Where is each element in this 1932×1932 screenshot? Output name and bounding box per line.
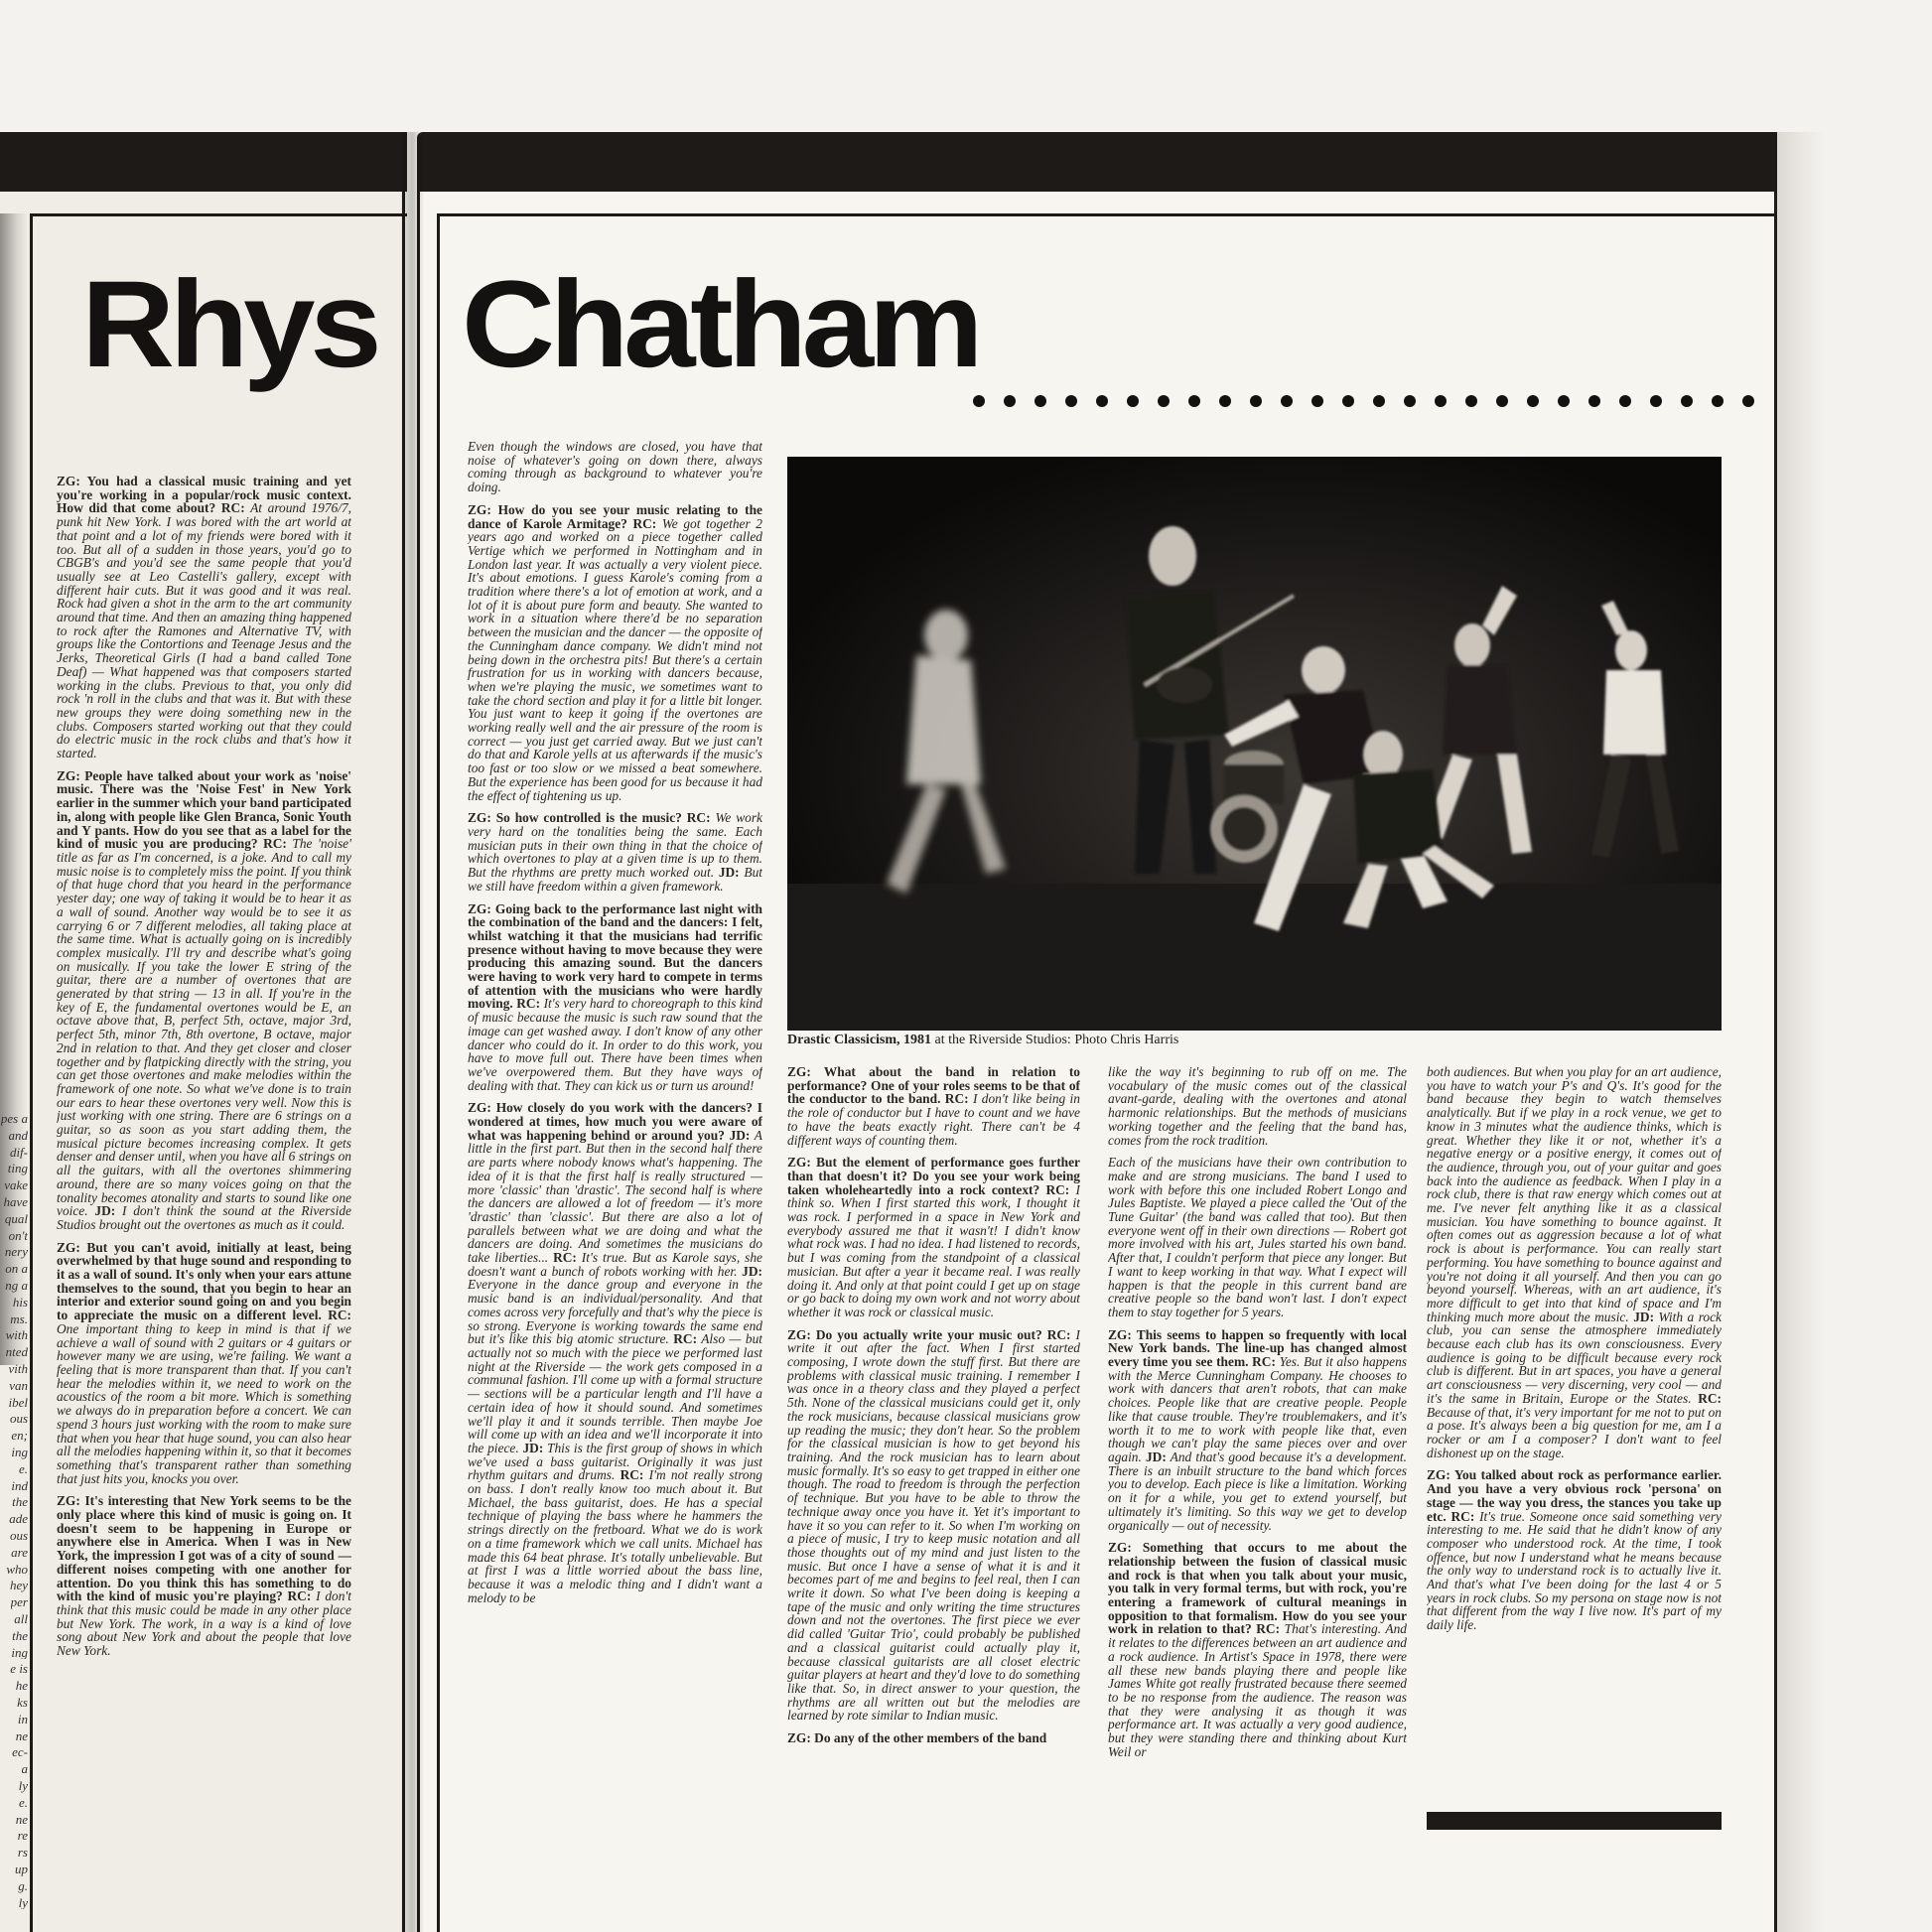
interview-answer: At around 1976/7, punk hit New York. I was bored with the art world at that point and a lot of my friends were bored with it too. But all of a sudden in those years, you'd go to CBGB's and you'd see the same people that you'd usually see at Leo Castelli's gallery, except with different hair cuts. But it was good and it was real. Rock had given a shot in the arm to the art community around that time. And then an amazing thing happened to rock after the Ramones and Alternative TV, with groups like the Contortions and Teenage Jesus and the Jerks, Theoretical Girls (I had a band called Tone Deaf) — What happened was that composers started working in the clubs. Previous to that, you only did rock 'n roll in the clubs and that was it. But with these new groups they were doing something new in the clubs. Composers started working out that they could do electric music in the rock clubs and that's how it started. bbox=[57, 500, 351, 761]
gutter-fragment: ne bbox=[15, 1812, 28, 1827]
gutter-fragment: who bbox=[6, 1562, 28, 1577]
gutter-fragment: ks bbox=[17, 1696, 28, 1710]
column-1 bbox=[57, 475, 351, 1932]
column-5 bbox=[1427, 1065, 1722, 1800]
interview-answer: We work very hard on the tonalities being the same. Each musician puts in their own thing in that the choice of which overtones to play at a given time is up to them. But the rhythms are pretty much worked out. bbox=[468, 810, 762, 881]
photo-caption bbox=[787, 1031, 1722, 1050]
speaker-label: RC: bbox=[328, 1308, 351, 1323]
gutter-fragment: are bbox=[11, 1545, 28, 1560]
interview-answer: Also — but actually not so much with the piece we performed last night at the Riverside — the work gets composed in a communal fashion. I'll come up with a formal structure — sections will be a particular length and I'll have a certain idea of how it should sound. And sometimes we'll play it and it sounds terrible. Then maybe Joe will come up with an idea and we'll incorporate it into the piece. bbox=[468, 1331, 762, 1455]
rule-dot bbox=[1311, 395, 1323, 407]
left-gutter-text bbox=[0, 1112, 28, 1926]
gutter-fragment: the bbox=[12, 1628, 28, 1643]
interview-block bbox=[787, 1156, 1080, 1318]
interview-question: ZG: Do any of the other members of the band bbox=[787, 1730, 1047, 1746]
interview-answer: Everyone in the dance group and everyone in the music band is an individual/personality. And that comes across very forcefully and that's why the piece is so strong. Everyone is working towards the same end but it's like this big atomic structure. bbox=[468, 1277, 762, 1347]
article-end-bar bbox=[1427, 1812, 1722, 1830]
interview-block bbox=[468, 811, 762, 893]
speaker-label: JD: bbox=[1633, 1309, 1655, 1324]
rule-dot bbox=[1281, 395, 1293, 407]
interview-block bbox=[1108, 1541, 1407, 1758]
interview-answer: It's true. But as Karole says, she doesn't want a bunch of robots working with her. bbox=[468, 1250, 762, 1279]
gutter-fragment: ng a bbox=[5, 1279, 28, 1293]
headline-rhys: Rhys bbox=[81, 256, 377, 393]
headline-chatham: Chatham bbox=[462, 256, 979, 393]
speaker-label: RC: bbox=[1698, 1390, 1722, 1406]
interview-block bbox=[468, 902, 762, 1093]
rule-dot bbox=[1035, 395, 1046, 407]
interview-question: ZG: Going back to the performance last night with the combination of the band and the dancers: I felt, whilst watching it that the musicians had terrific presence without having to move because they were producing this amazing sound. But the dancers were having to work very hard to compete in terms of attention with the musicians who were hardly moving. bbox=[468, 900, 762, 1012]
speaker-label: RC: bbox=[263, 836, 287, 852]
gutter-fragment: g. bbox=[18, 1878, 28, 1893]
gutter-fragment: the bbox=[12, 1495, 28, 1510]
speaker-label: RC: bbox=[516, 996, 541, 1012]
interview-answer: One important thing to keep in mind is that if we achieve a wall of sound with 2 guitars or 4 guitars or however many we are using, we're failing. We want a feeling that is more transparent than that. If you can't hear the melodies within it, we need to work on the acoustics of the room a bit more. Which is something we always do in preparation before a concert. We can spend 3 hours just working with the room to make sure that when you hear that huge sound, you can also hear all the melodies happening within it, so that it becomes something that's transparent rather than something that just hits you, knocks you over. bbox=[57, 1320, 351, 1486]
speaker-label: JD: bbox=[1145, 1449, 1167, 1464]
gutter-fragment: qual bbox=[4, 1211, 28, 1226]
performance-photo bbox=[787, 457, 1722, 1031]
gutter-fragment: vake bbox=[4, 1178, 28, 1192]
speaker-label: RC: bbox=[620, 1467, 644, 1483]
speaker-label: RC: bbox=[1252, 1354, 1276, 1370]
gutter-fragment: ous bbox=[9, 1529, 28, 1543]
interview-block bbox=[57, 475, 351, 760]
gutter-fragment: per bbox=[10, 1595, 28, 1609]
speaker-label: JD: bbox=[742, 1263, 762, 1279]
interview-answer: like the way it's beginning to rub off on me. The vocabulary of the music comes out of the classical avant-garde, dealing with the overtones and atonal harmonic relationships. But the methods of musicians working together and the feeling that the band has, comes from the rock tradition. bbox=[1108, 1065, 1407, 1148]
gutter-fragment: in bbox=[17, 1712, 28, 1726]
gutter-fragment: pes a bbox=[0, 1112, 28, 1126]
rule-dot bbox=[1404, 395, 1416, 407]
gutter-fragment: hey bbox=[9, 1579, 28, 1593]
gutter-fragment: with bbox=[5, 1328, 28, 1343]
interview-block bbox=[468, 1101, 762, 1604]
speaker-label: JD: bbox=[729, 1127, 751, 1143]
speaker-label: RC: bbox=[1450, 1508, 1475, 1524]
interview-answer: Even though the windows are closed, you have that noise of whatever's going on down there, always coming through as background to whatever you're doing. bbox=[468, 440, 762, 495]
rule-dot bbox=[1742, 395, 1754, 407]
gutter-fragment: up bbox=[15, 1863, 28, 1876]
dancers-image bbox=[787, 457, 1722, 1031]
interview-answer: I don't like being in the role of conductor but I have to count and we have to have the beats exactly right. There can't be 4 different ways of counting them. bbox=[787, 1091, 1080, 1148]
gutter-fragment: rs bbox=[17, 1846, 28, 1860]
rule-dot bbox=[1065, 395, 1077, 407]
interview-question: ZG: Do you actually write your music out? bbox=[787, 1326, 1042, 1342]
gutter-fragment: a bbox=[21, 1762, 28, 1776]
interview-block bbox=[57, 1494, 351, 1657]
left-frame-top bbox=[30, 213, 407, 216]
interview-question: ZG: How closely do you work with the dancers? I wondered at times, how much you were aware of what was happening behind or around you? bbox=[468, 1100, 762, 1143]
interview-block bbox=[1108, 1065, 1407, 1147]
rule-dot bbox=[1558, 395, 1570, 407]
interview-block bbox=[1108, 1328, 1407, 1533]
speaker-label: RC: bbox=[1256, 1621, 1281, 1637]
gutter-fragment: ting bbox=[7, 1162, 28, 1176]
interview-block bbox=[787, 1731, 1080, 1745]
gutter-fragment: van bbox=[9, 1378, 28, 1393]
speaker-label: JD: bbox=[718, 865, 740, 881]
interview-block bbox=[57, 769, 351, 1232]
right-top-bar bbox=[417, 132, 1777, 192]
speaker-label: RC: bbox=[220, 500, 245, 516]
gutter-fragment: ec- bbox=[12, 1745, 28, 1760]
interview-question: ZG: Something that occurs to me about the relationship between the fusion of classical music and rock is that when you talk about your music, you talk in very formal terms, but with rock, you're entering a framework of cultural meanings in opposition to that formalism. How do you see your work in relation to that? bbox=[1108, 1540, 1407, 1637]
spine-shadow bbox=[401, 132, 423, 1932]
interview-question: ZG: This seems to happen so frequently with local New York bands. The line-up has changed almost every time you see them. bbox=[1108, 1326, 1407, 1370]
dotted-rule bbox=[973, 387, 1777, 415]
interview-block bbox=[787, 1328, 1080, 1723]
caption-credit: at the Riverside Studios: Photo Chris Harris bbox=[931, 1033, 1179, 1047]
interview-answer: The 'noise' title as far as I'm concerned, is a joke. And to call my music noise is to completely miss the point. If you think of that huge chord that you heard in the performance yester day; one way of taking it would be to hear it as a wall of sound. Another way would be to see it as carrying 6 or 7 different melodies, all taking place at the same time. What is actually going on is incredibly complex musically. I'll try and describe what's going on musically. If you take the lower E string of the guitar, there are a number of overtones that are generated by that string — 13 in all. If you're in the key of E, the fundamental overtones would be E, an octave above that, B, perfect 5th, octave, major 3rd, perfect 5th, minor 7th, 8th overtone, B octave, major 2nd in relation to that. And they get closer and closer together and by flatpicking directly with the string, you can get those overtones and make melodies within the framework of one note. So what we've done is to train our ears to hear these overtones very well. Now this is just working with one string. There are 6 strings on a guitar, so as soon as you start adding them, the musical picture becomes increasing complex. It gets denser and denser until, when you have all 6 strings on all the guitars, with all the overtones shimmering around, there are so many voices going on that the tonality becomes atonality and starts to sound like one voice. bbox=[57, 836, 351, 1219]
interview-block bbox=[1108, 1156, 1407, 1318]
gutter-fragment: ous bbox=[9, 1412, 28, 1427]
gutter-fragment: nted bbox=[5, 1345, 28, 1359]
interview-answer: I don't think the sound at the Riverside Studios brought out the overtones as much as it could. bbox=[57, 1203, 351, 1232]
interview-question: ZG: You talked about rock as performance earlier. And you have a very obvious rock 'persona' on stage — the way you dress, the stances you take up etc. bbox=[1427, 1467, 1722, 1524]
speaker-label: RC: bbox=[632, 515, 657, 531]
rule-dot bbox=[1219, 395, 1231, 407]
interview-question: ZG: But the element of performance goes further than that doesn't it? Do you see your work being taken wholeheartedly into a rock context? bbox=[787, 1155, 1080, 1197]
rule-dot bbox=[1127, 395, 1139, 407]
gutter-fragment: e. bbox=[18, 1795, 28, 1810]
gutter-fragment: ibel bbox=[8, 1395, 28, 1410]
gutter-fragment: e. bbox=[18, 1461, 28, 1476]
rule-dot bbox=[1712, 395, 1724, 407]
interview-answer: With a rock club, you can sense the atmosphere immediately because each club has its own consciousness. Every audience is going to be difficult because every rock club is different. But in art spaces, you have a general art consciousness — very discerning, very cool — and it's the same in Britain, Europe or the States. bbox=[1427, 1309, 1722, 1406]
gutter-fragment: his bbox=[12, 1295, 28, 1310]
gutter-fragment: re bbox=[17, 1829, 28, 1844]
interview-answer: I think so. When I first started this work, I thought it was rock. I performed in a space in New York and everybody assured me that it wasn't! I didn't know what rock was. I had no idea. I had listened to records, but I was coming from the standpoint of a classical musician. But after a year it became real. I was really doing it. And only at that point could I get up on stage or go back to doing my own work and not worry about whether it was rock or classical music. bbox=[787, 1181, 1080, 1319]
interview-answer: It's very hard to choreograph to this kind of music because the music is such raw sound that the image can get washed away. I don't know of any other dancer who could do it. In order to do this work, you have to move full out. There have been times when we've overpowered them. But they have ways of dealing with that. They can kick us or turn us around! bbox=[468, 996, 762, 1093]
rule-dot bbox=[1158, 395, 1170, 407]
speaker-label: JD: bbox=[94, 1203, 116, 1219]
gutter-fragment: nery bbox=[4, 1245, 28, 1260]
gutter-fragment: e is bbox=[10, 1662, 28, 1677]
rule-dot bbox=[973, 395, 985, 407]
interview-question: ZG: You had a classical music training and yet you're working in a popular/rock music context. How did that come about? bbox=[57, 475, 351, 516]
gutter-fragment: ly bbox=[18, 1779, 28, 1793]
gutter-fragment: ms. bbox=[10, 1311, 28, 1326]
speaker-label: RC: bbox=[673, 1331, 698, 1347]
speaker-label: RC: bbox=[944, 1091, 969, 1107]
gutter-fragment: ind bbox=[11, 1478, 28, 1493]
interview-answer: I'm not really strong on bass. I don't really know too much about it. But Michael, the bass guitarist, does. He has a special technique of playing the bass where he hammers the strings directly on the fretboard. What we do is work on a time framework which we call units. Michael has made this 64 beat phrase. It's totally unbelievable. But at first I was a little worried about the bass line, because it was a melodic thing and I didn't want a melody to be bbox=[468, 1467, 762, 1605]
gutter-fragment: all bbox=[14, 1612, 28, 1626]
interview-answer: I write it out after the fact. When I first started composing, I wrote down the stuff first. But there are problems with classical music training. I remember I was once in a theory class and they played a perfect 5th. None of the classical musicians could get it, only the rock musicians, because classical musicians grow up reading the music; they don't hear. So the problem for the classical musician is how to get beyond his training. And the rock musician has to learn about music formally. It's so easy to get trapped in either one though. The road to freedom is through the perfection of technique. But you have to be able to throw the technique away once you have it. Yet it's important to have it so you can refer to it. So when I'm working on a piece of music, I try to keep music notation and all those thoughts out of my mind and just listen to the music. But once I have a sense of what it is and it becomes part of me and begins to feel real, then I can write it down. So what I've been doing is keeping a tape of the music and only writing the time structures down and not the overtones. The first piece we ever did called 'Guitar Trio', could probably be published and a classical guitarist could actually play it, because classical guitarists are all closet electric guitar players at heart and they'd love to do something like that. So, in direct answer to your question, the rhythms are all written out but the melodies are learned by rote similar to Indian music. bbox=[787, 1326, 1080, 1724]
rule-dot bbox=[1496, 395, 1508, 407]
left-frame-side bbox=[30, 213, 33, 1932]
column-2 bbox=[468, 440, 762, 1932]
interview-question: ZG: But you can't avoid, initially at least, being overwhelmed by that huge sound and responding to it as a wall of sound. It's only when your ears attune themselves to the sound, that you begin to hear an interior and exterior sound going on and you begin to appreciate the music on a different level. bbox=[57, 1239, 351, 1323]
interview-answer: This is the first group of shows in which we've used a bass guitarist. Originally it was just rhythm guitars and drums. bbox=[468, 1440, 762, 1483]
gutter-fragment: vith bbox=[8, 1362, 28, 1376]
gutter-fragment: ly bbox=[18, 1895, 28, 1910]
gutter-fragment: en; bbox=[11, 1429, 28, 1443]
rule-dot bbox=[1250, 395, 1262, 407]
gutter-fragment: ing bbox=[11, 1645, 28, 1660]
rule-dot bbox=[1004, 395, 1016, 407]
speaker-label: RC: bbox=[553, 1250, 577, 1266]
interview-answer: But we still have freedom within a given framework. bbox=[468, 865, 762, 894]
interview-question: ZG: How do you see your music relating to the dance of Karole Armitage? bbox=[468, 501, 762, 531]
interview-block bbox=[1427, 1065, 1722, 1459]
speaker-label: RC: bbox=[287, 1588, 312, 1604]
rule-dot bbox=[1188, 395, 1200, 407]
rule-dot bbox=[1619, 395, 1631, 407]
interview-question: ZG: It's interesting that New York seems to be the only place where this kind of music is going on. It doesn't seem to be happening in Europe or anywhere else in America. When I was in New York, the impression I got was of a city of sound — different noises competing with one another for attention. Do you think this has something to do with the kind of music you're playing? bbox=[57, 1493, 351, 1604]
interview-answer: That's interesting. And it relates to the differences between an art audience and a rock audience. In Artist's Space in 1978, there were all these new bands playing there and people like James White got really frustrated because there seemed to be no response from the audience. The reason was that they were analysing it as though it was performance art. It was actually a very good audience, but they were standing there and thinking about Kurt Weil or bbox=[1108, 1621, 1407, 1759]
interview-answer: It's true. Someone once said something very interesting to me. He said that he didn't know of any composer who understood rock. At the time, I took offence, but now I understand what he means because the only way to understand rock is to actually live it. And that's what I've been doing for the last 4 or 5 years in rock clubs. So my persona on stage now is not that different from the way I live now. It's part of my daily life. bbox=[1427, 1508, 1722, 1633]
speaker-label: RC: bbox=[686, 810, 711, 826]
rule-dot bbox=[1435, 395, 1447, 407]
column-4 bbox=[1108, 1065, 1407, 1932]
rule-dot bbox=[1465, 395, 1477, 407]
interview-answer: Yes. But it also happens with the Merce Cunningham Company. He chooses to work with dancers that aren't robots, that can make choices. People like that are creative people. People like that cause trouble. They're troublemakers, and it's worth it to me to work with people like that, even though we can't play the same pieces over and over again. bbox=[1108, 1354, 1407, 1464]
interview-question: ZG: So how controlled is the music? bbox=[468, 810, 682, 826]
speaker-label: JD: bbox=[522, 1440, 544, 1455]
gutter-fragment: on't bbox=[8, 1228, 28, 1243]
speaker-label: RC: bbox=[1045, 1181, 1070, 1197]
interview-question: ZG: What about the band in relation to performance? One of your roles seems to be that of the conductor to the band. bbox=[787, 1065, 1080, 1107]
rule-dot bbox=[1373, 395, 1385, 407]
gutter-fragment: he bbox=[15, 1679, 28, 1693]
interview-answer: Each of the musicians have their own contribution to make and are strong musicians. The band I used to work with before this one included Robert Longo and Jules Baptiste. We played a piece called the 'Out of the Tune Guitar' (the band was called that too). But then everyone went off in their own directions — Robert got more involved with his art, Jules started his own band. After that, I couldn't perform that piece any longer. But I want to keep working in that way. What I expect will happen is that the people in this current band are creative people so the band won't last. I don't expect them to stay together for 5 years. bbox=[1108, 1155, 1407, 1319]
right-frame-inner-left bbox=[437, 213, 440, 1932]
caption-title: Drastic Classicism, 1981 bbox=[787, 1033, 932, 1047]
interview-block bbox=[787, 1065, 1080, 1147]
gutter-fragment: ne bbox=[15, 1728, 28, 1743]
interview-answer: We got together 2 years ago and worked on a piece together called Vertige which we performed in Nottingham and in London last year. It was actually a very violent piece. It's about emotions. I guess Karole's coming from a tradition where there's a lot of emotion at work, and a lot of it is about pure form and beauty. She wanted to work in a situation where there'd be no separation between the musician and the dancer — the opposite of the Cunningham dance company. We didn't mind not being down in the orchestra pits! But there's a certain frustration for us in working with dancers because, when we're playing the music, we sometimes want to take the chord section and play it for a little bit longer. You just want to keep it going if the overtones are working really well and the air pressure of the room is correct — you just get carried away. But we just can't do that and Karole yells at us afterwards if the music's too fast or too slow or we missed a beat somewhere. But the experience has been good for us because it had the effect of tightening us up. bbox=[468, 515, 762, 803]
interview-answer: A little in the first part. But then in the second half there are parts where nobody knows what's happening. The idea of it is that the first half is really structured — more 'classic' than 'drastic'. The second half is where the dancers are allowed a lot of freedom — it's more 'drastic' than 'classic'. But there are also a lot of parallels between what we are doing and what the dancers are doing. And sometimes the musicians do take liberties... bbox=[468, 1127, 762, 1266]
interview-block bbox=[1427, 1468, 1722, 1631]
interview-answer: Because of that, it's very important for me not to put on a pose. It's always been a big question for me, am I a rocker or am I a composer? I don't want to feel dishonest up on the stage. bbox=[1427, 1404, 1722, 1460]
gutter-fragment: and bbox=[8, 1128, 28, 1143]
speaker-label: RC: bbox=[1046, 1326, 1071, 1342]
left-top-bar bbox=[0, 132, 407, 192]
gutter-fragment: ade bbox=[9, 1512, 28, 1526]
interview-block bbox=[468, 503, 762, 802]
right-frame-top bbox=[437, 213, 1775, 216]
gutter-fragment: on a bbox=[5, 1262, 28, 1276]
rule-dot bbox=[1096, 395, 1108, 407]
gutter-fragment: have bbox=[3, 1195, 28, 1209]
interview-question: ZG: People have talked about your work as 'noise' music. There was the 'Noise Fest' in New York earlier in the summer which your band participated in, along with people like Glen Branca, Sonic Youth and Y pants. How do you see that as a label for the kind of music you are producing? bbox=[57, 767, 351, 852]
rule-dot bbox=[1527, 395, 1539, 407]
interview-block bbox=[57, 1241, 351, 1486]
gutter-fragment: dif- bbox=[9, 1145, 28, 1160]
interview-answer: And that's good because it's a development. There is an inbuilt structure to the band which forces you to develop. Each piece is like a limitation. Working on it for a while, you get to extend yourself, but ultimately it's limiting. So this way we get to develop organically — out of necessity. bbox=[1108, 1449, 1407, 1533]
rule-dot bbox=[1588, 395, 1600, 407]
interview-answer: both audiences. But when you play for an art audience, you have to watch your P's and Q's. It's good for the band because they begin to watch themselves analytically. But if we play in a rock venue, we get to know in 3 minutes what the audience thinks, which is great. Whether they like it or not, whether it's a negative energy or a positive energy, it comes out of the audience, through you, out of your guitar and goes back into the audience as feedback. When I play in a rock club, there is that raw energy which comes out at me. I've never felt anything like it as a classical musician. You have something to bounce against. It often comes out as aggression because a lot of what rock is about is performance. You can really start performing. You have something to bounce against and you're not doing it all yourself. And then you can go beyond yourself. Whereas, with an art audience, it's more difficult to get into that kind of space and I'm thinking much more about the music. bbox=[1427, 1065, 1722, 1324]
rule-dot bbox=[1342, 395, 1354, 407]
column-3 bbox=[787, 1065, 1080, 1932]
rule-dot bbox=[1650, 395, 1662, 407]
interview-answer: I don't think that this music could be made in any other place but New York. The work, in a way is a kind of love song about New York and about the people that love New York. bbox=[57, 1588, 351, 1659]
gutter-fragment: ing bbox=[11, 1446, 28, 1459]
interview-block bbox=[468, 440, 762, 494]
rule-dot bbox=[1681, 395, 1693, 407]
page-right-edge bbox=[1777, 132, 1932, 1932]
